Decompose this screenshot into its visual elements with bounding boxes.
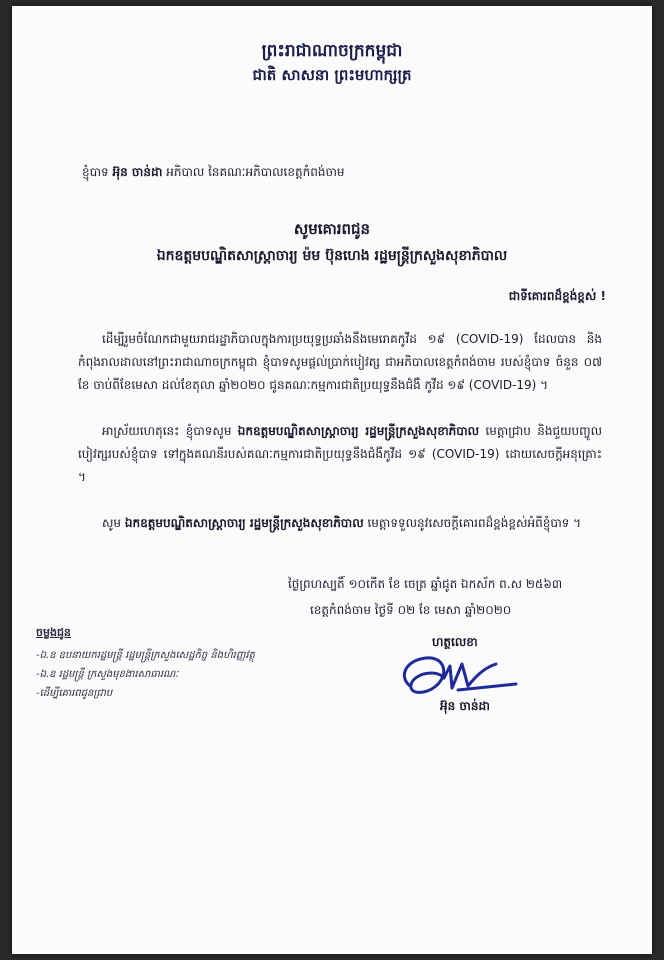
letter-page bbox=[12, 6, 652, 954]
cc-item: -ឯ.ឧ ឧបនាយករដ្ឋមន្ត្រី រដ្ឋមន្ត្រីក្រសួងសេដ្ឋកិច្ច និងហិរញ្ញវត្ថុ bbox=[36, 650, 255, 661]
body-paragraph-3 bbox=[78, 512, 602, 535]
kingdom-heading: ព្រះរាជាណាចក្រកម្ពុជា bbox=[261, 41, 403, 61]
greeting: ជាទីគោរពដ៏ខ្ពង់ខ្ពស់ ! bbox=[508, 289, 606, 303]
body-paragraph-2 bbox=[78, 420, 602, 489]
solar-date: ខេត្តកំពង់ចាម ថ្ងៃទី ០២ ខែ មេសា ឆ្នាំ២០២០ bbox=[310, 603, 512, 617]
p3-intro: សូម bbox=[102, 516, 122, 530]
cc-title: ចម្លងជូន bbox=[36, 626, 71, 639]
p3-recipient: ឯកឧត្តមបណ្ឌិតសាស្ត្រាចារ្យ រដ្ឋមន្ត្រីក្រសួងសុខាភិបាល bbox=[124, 516, 364, 530]
signature-title: ហត្ថលេខា bbox=[432, 635, 478, 649]
p2-request: មេត្តាជ្រាប និងជួយបញ្ចូលបៀវត្សរបស់ខ្ញុំបាទ ទៅក្នុងគណនីរបស់គណៈកម្មការជាតិប្រយុទ្ធនឹងជំងឺកូវីដ ១៩ (COVID-19) ដោយសេចក្តីអនុគ្រោះ ។ bbox=[78, 424, 603, 484]
signer-name: អ៊ុន ចាន់ដា bbox=[440, 699, 490, 713]
cc-item: -ដើម្បីគោរពជូនជ្រាប bbox=[36, 688, 113, 699]
addressee-label: សូមគោរពជូន bbox=[293, 220, 371, 238]
handwritten-signature bbox=[392, 646, 522, 706]
sender-title: អភិបាល នៃគណៈអភិបាលខេត្តកំពង់ចាម bbox=[166, 165, 345, 179]
sender-name: អ៊ុន ចាន់ដា bbox=[112, 165, 163, 179]
cc-item: -ឯ.ឧ រដ្ឋមន្ត្រី ក្រសួងមុខងារសាធារណៈ bbox=[36, 669, 179, 680]
sender-line bbox=[82, 164, 345, 182]
recipient-line: ឯកឧត្តមបណ្ឌិតសាស្ត្រាចារ្យ ម៉ម ប៊ុនហេង រដ្ឋមន្ត្រីក្រសួងសុខាភិបាល bbox=[156, 248, 508, 264]
national-motto: ជាតិ សាសនា ព្រះមហាក្សត្រ bbox=[252, 66, 412, 84]
sender-prefix: ខ្ញុំបាទ bbox=[82, 165, 109, 179]
p2-intro: អាស្រ័យហេតុនេះ ខ្ញុំបាទសូម bbox=[102, 424, 232, 438]
lunar-date: ថ្ងៃព្រហស្បតិ៍ ១០កើត ខែ ចេត្រ ឆ្នាំជូត ឯកស័ក ព.ស ២៥៦៣ bbox=[288, 577, 563, 591]
cc-block bbox=[36, 626, 255, 705]
body-paragraph-1: ដើម្បីរួមចំណែកជាមួយរាជរដ្ឋាភិបាលក្នុងការប្រយុទ្ធប្រឆាំងនឹងមេរោគកូវីដ ១៩ (COVID-19) ដែលបាន និងកំពុងរាលដាលនៅព្រះរាជាណាចក្រកម្ពុជា ខ្ញុំបាទសូមផ្តល់ប្រាក់បៀវត្ស ជាអភិបាលខេត្តកំពង់ចាម របស់ខ្ញុំបាទ ចំនួន ០៧ ខែ ចាប់ពីខែមេសា ដល់ខែតុលា ឆ្នាំ២០២០ ជូនគណៈកម្មការជាតិប្រយុទ្ធនឹងជំងឺ កូវីដ ១៩ (COVID-19) ។ bbox=[78, 332, 602, 392]
p2-recipient: ឯកឧត្តមបណ្ឌិតសាស្ត្រាចារ្យ រដ្ឋមន្ត្រីក្រសួងសុខាភិបាល bbox=[237, 424, 480, 438]
p3-closing: មេត្តាទទួលនូវសេចក្តីគោរពដ៏ខ្ពង់ខ្ពស់អំពីខ្ញុំបាទ ។ bbox=[367, 516, 582, 530]
